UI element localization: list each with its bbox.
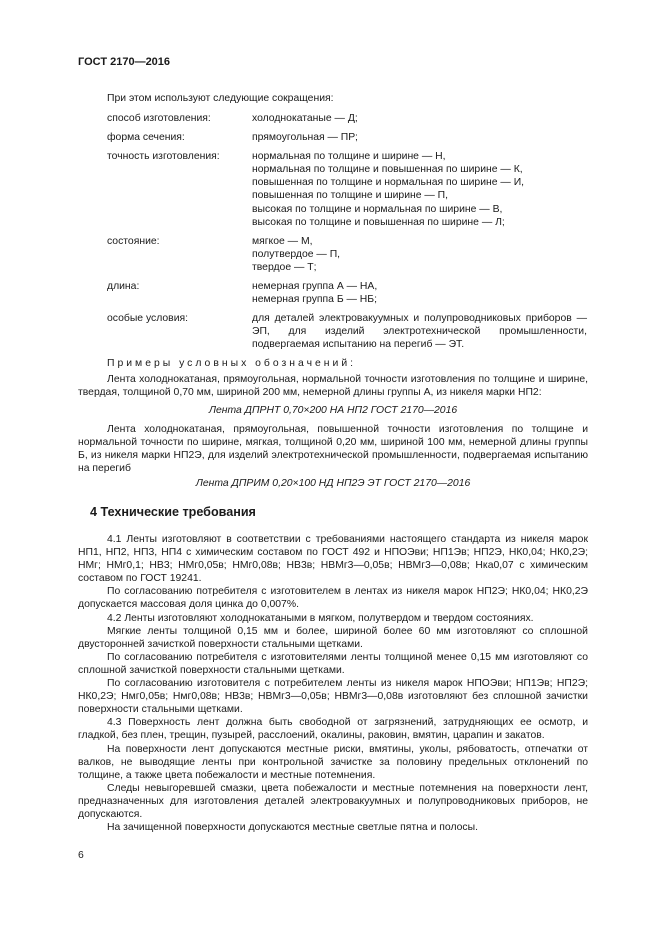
paragraph: 4.1 Ленты изготовляют в соответствии с требованиями настоящего стандарта из никеля марок НП1, НП2, НП3, НП4 с химическим составом по ГОСТ 492 и НПОЭви; НП1Эв; НП2Э, НК0,04; НК0,2Э; НМг; НМг0,1; НВ3; НМг0,05в; НМг0,08в; НВ3в; НВМг3—0,05в; НВМг3—0,08в; Нка0,07 с химическим составом по ГОСТ 19241. <box>78 534 588 585</box>
paragraph: На поверхности лент допускаются местные риски, вмятины, уколы, рябоватость, отпечатки от валков, не выводящие ленты при контрольной зачистке за половину предельных отклонений по толщине, а также цвета побежалости и местные потемнения. <box>78 743 588 781</box>
abbr-value: нормальная по толщине и повышенная по ширине — К, <box>252 164 523 176</box>
abbr-value: прямоугольная — ПР; <box>252 132 358 144</box>
abbr-term: длина: <box>107 281 140 293</box>
abbr-values <box>252 112 587 125</box>
abbr-values <box>252 131 587 144</box>
abbr-values <box>252 312 587 351</box>
abbr-term: состояние: <box>107 235 160 247</box>
examples-heading: Примеры условных обозначений: <box>107 358 357 369</box>
example-2 <box>78 423 588 490</box>
abbr-value: повышенная по толщине и ширине — П, <box>252 190 449 202</box>
abbr-value: повышенная по толщине и нормальная по ширине — И, <box>252 177 525 189</box>
abbr-term: точность изготовления: <box>107 151 220 163</box>
paragraph: 4.2 Ленты изготовляют холоднокатаными в мягком, полутвердом и твердом состояниях. <box>107 612 534 624</box>
paragraph: По согласованию изготовителя с потребителем ленты из никеля марок НПОЭви; НП1Эв; НП2Э; НК0,2Э; Нмг0,05в; Нмг0,08в; НВ3в; НВМг3—0,05в; НВМг3—0,08в изготовляют без сплошной зачистки поверхности стальными щетками. <box>78 678 588 716</box>
paragraph: По согласованию потребителя с изготовителями ленты толщиной менее 0,15 мм изготовляют со сплошной зачисткой поверхности стальными щетками. <box>78 651 588 676</box>
section-4-body <box>78 533 588 834</box>
abbr-value: холоднокатаные — Д; <box>252 113 358 124</box>
abbr-value: мягкое — М, <box>252 235 313 247</box>
abbr-value: полутвердое — П, <box>252 248 341 260</box>
abbr-row-special <box>107 312 587 351</box>
paragraph: 4.3 Поверхность лент должна быть свободной от загрязнений, затрудняющих ее осмотр, и гладкой, без плен, трещин, пузырей, расслоений, окалины, раковин, вмятин, царапин и закатов. <box>78 717 588 742</box>
paragraph: На зачищенной поверхности допускаются местные светлые пятна и полосы. <box>107 822 478 834</box>
example-1-designation: Лента ДПРНТ 0,70×200 НА НП2 ГОСТ 2170—2016 <box>208 405 458 417</box>
example-2-text: Лента холоднокатаная, прямоугольная, повышенной точности изготовления по толщине и нормальной точности по ширине, мягкая, толщиной 0,20 мм, шириной 100 мм, немерной длины группы Б, из никеля марки НП2Э, для изделий электротехнической промышленности, подвергаемая испытанию на перегиб <box>78 424 588 475</box>
abbreviations-intro: При этом используют следующие сокращения: <box>107 93 334 104</box>
abbr-term: способ изготовления: <box>107 113 211 124</box>
abbr-row-method <box>107 112 587 125</box>
paragraph: Следы невыгоревшей смазки, цвета побежалости и местные потемнения на поверхности лент, предназначенных для изготовления деталей электровакуумных и полупроводниковых приборов, не допускаются. <box>78 782 588 820</box>
abbr-values <box>252 150 587 229</box>
abbr-term: особые условия: <box>107 313 189 325</box>
abbr-value: высокая по толщине и нормальная по ширине — В, <box>252 203 503 215</box>
abbr-row-section <box>107 131 587 144</box>
page-header: ГОСТ 2170—2016 <box>78 56 171 68</box>
abbr-term: форма сечения: <box>107 132 185 144</box>
abbr-value: нормальная по толщине и ширине — Н, <box>252 151 446 163</box>
abbr-value: твердое — Т; <box>252 261 317 273</box>
example-1 <box>78 373 588 417</box>
abbr-values <box>252 280 587 306</box>
abbr-value: немерная группа Б — НБ; <box>252 294 378 306</box>
paragraph: Мягкие ленты толщиной 0,15 мм и более, шириной более 60 мм изготовляют со сплошной двусторонней зачисткой поверхности стальными щетками. <box>78 625 588 650</box>
page-number: 6 <box>78 850 84 861</box>
example-2-designation: Лента ДПРИМ 0,20×100 НД НП2Э ЭТ ГОСТ 2170—2016 <box>195 478 471 490</box>
abbr-row-length <box>107 280 587 306</box>
abbr-value: высокая по толщине и повышенная по ширине — Л; <box>252 216 505 228</box>
example-1-text: Лента холоднокатаная, прямоугольная, нормальной точности изготовления по толщине и ширине, твердая, толщиной 0,70 мм, шириной 200 мм, немерной длины группы А, из никеля марки НП2: <box>78 374 588 399</box>
abbr-row-state <box>107 235 587 274</box>
section-title: 4 Технические требования <box>90 505 256 519</box>
paragraph: По согласованию потребителя с изготовителем в лентах из никеля марок НП2Э; НК0,04; НК0,2Э допускается массовая доля цинка до 0,007%. <box>78 586 588 611</box>
abbr-value: для деталей электровакуумных и полупроводниковых приборов — ЭП, для изделий электротехнической промышленности, подвергаемая испытанию на перегиб — ЭТ. <box>252 313 587 351</box>
abbr-values <box>252 235 587 274</box>
abbreviations-table <box>107 112 587 358</box>
abbr-row-accuracy <box>107 150 587 229</box>
abbr-value: немерная группа А — НА, <box>252 281 378 293</box>
